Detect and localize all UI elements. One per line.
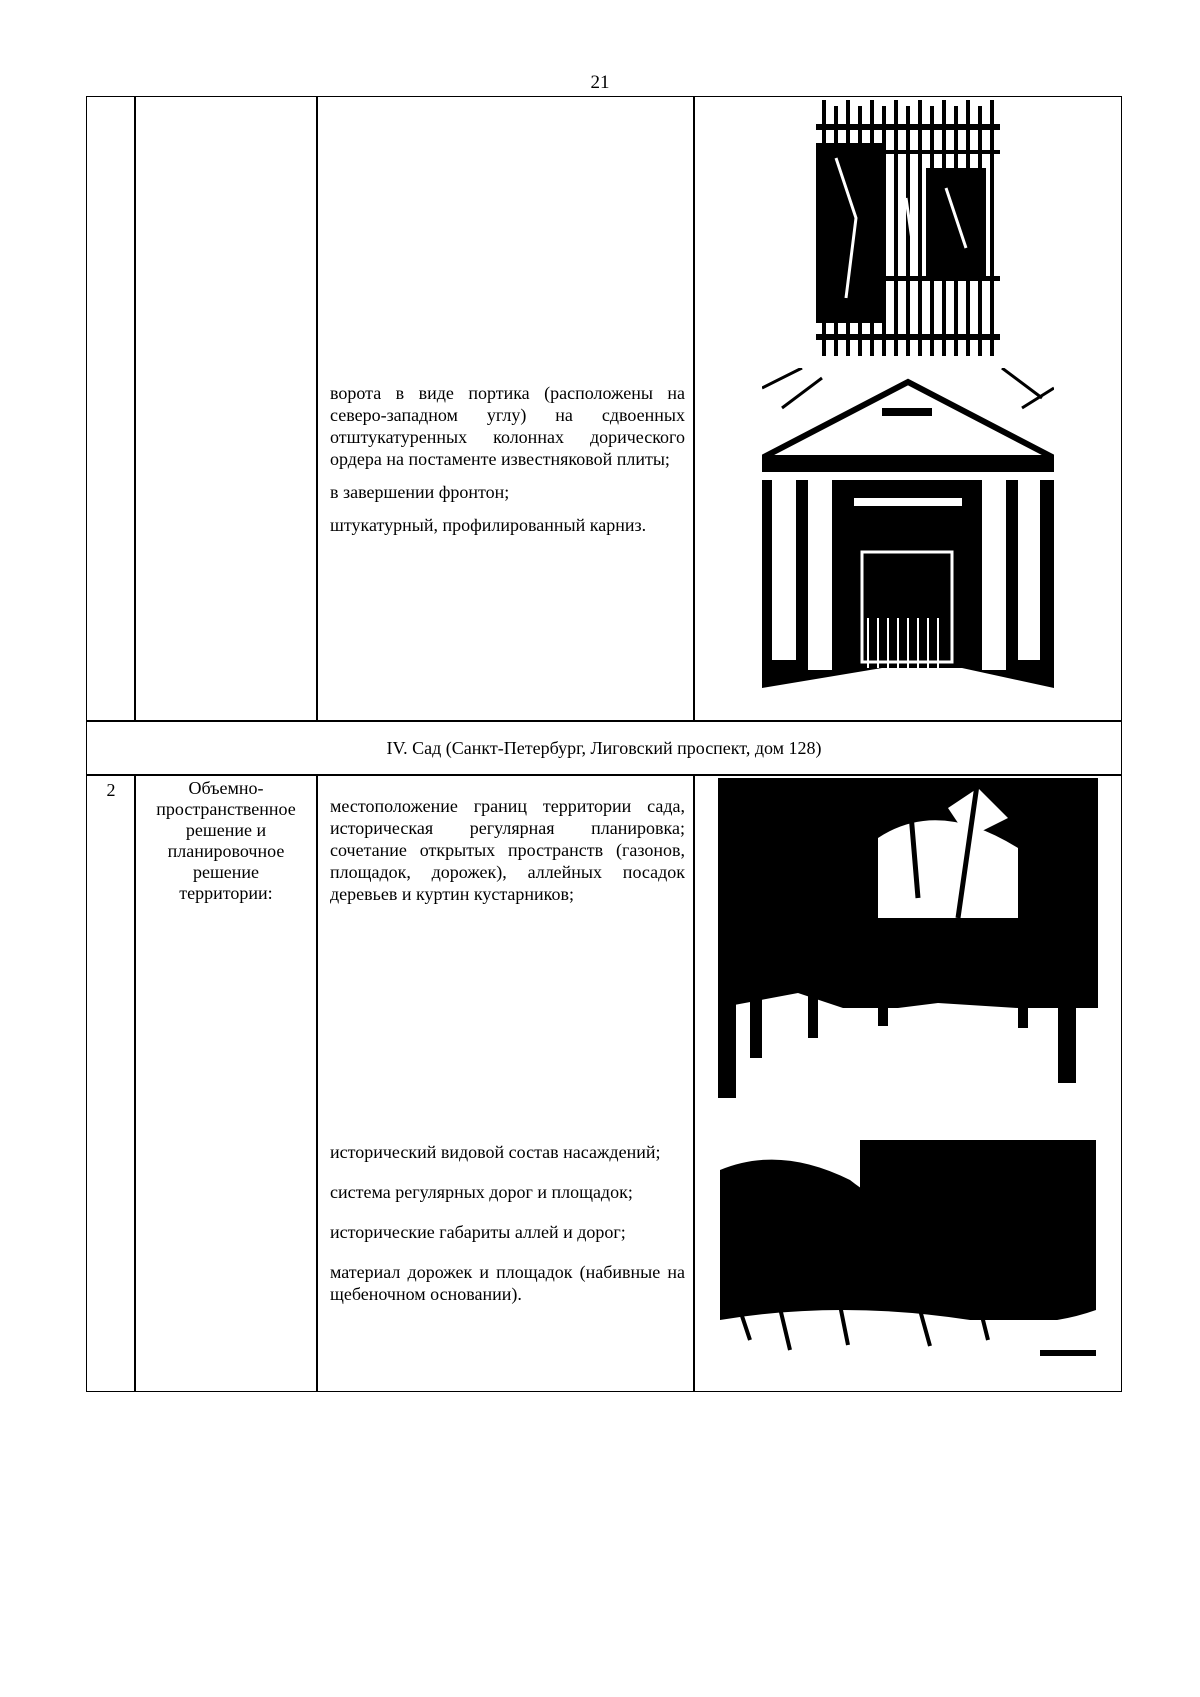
table-divider xyxy=(693,96,695,721)
garden-trees-photo xyxy=(718,778,1098,1116)
table-divider xyxy=(86,774,1122,776)
gate-description-para: в завершении фронтон; xyxy=(330,482,510,502)
gate-description xyxy=(330,382,685,547)
garden-description-para: местоположение границ территории сада, историческая регулярная планировка; сочетание открытых пространств (газонов, площадок, дорожек), аллейных посадок деревьев и куртин кустарников; xyxy=(330,796,685,904)
row-number: 2 xyxy=(106,780,116,800)
garden-description-1 xyxy=(330,795,685,916)
garden-description-2 xyxy=(330,1141,685,1316)
page-number: 21 xyxy=(590,72,610,93)
table-divider xyxy=(693,774,695,1392)
garden-description-para: исторический видовой состав насаждений; xyxy=(330,1142,661,1162)
gate-description-para: ворота в виде портика (расположены на северо-западном углу) на сдвоенных отштукатуренных колоннах дорического ордера на постаменте известняковой плиты; xyxy=(330,383,685,469)
table-divider xyxy=(134,96,136,721)
iron-fence-photo xyxy=(816,98,1000,356)
portico-gate-photo xyxy=(762,368,1054,704)
garden-description-para: система регулярных дорог и площадок; xyxy=(330,1182,633,1202)
table-divider xyxy=(316,774,318,1392)
garden-description-para: исторические габариты аллей и дорог; xyxy=(330,1222,626,1242)
table-divider xyxy=(316,96,318,721)
section-header: IV. Сад (Санкт-Петербург, Лиговский проспект, дом 128) xyxy=(386,738,822,758)
table-divider xyxy=(86,720,1122,722)
garden-description-para: материал дорожек и площадок (набивные на щебеночном основании). xyxy=(330,1262,685,1304)
row-subject: Объемно-пространственное решение и планировочное решение территории: xyxy=(156,778,296,903)
gate-description-para: штукатурный, профилированный карниз. xyxy=(330,515,647,535)
garden-shrubs-photo xyxy=(720,1140,1096,1366)
table-divider xyxy=(134,774,136,1392)
